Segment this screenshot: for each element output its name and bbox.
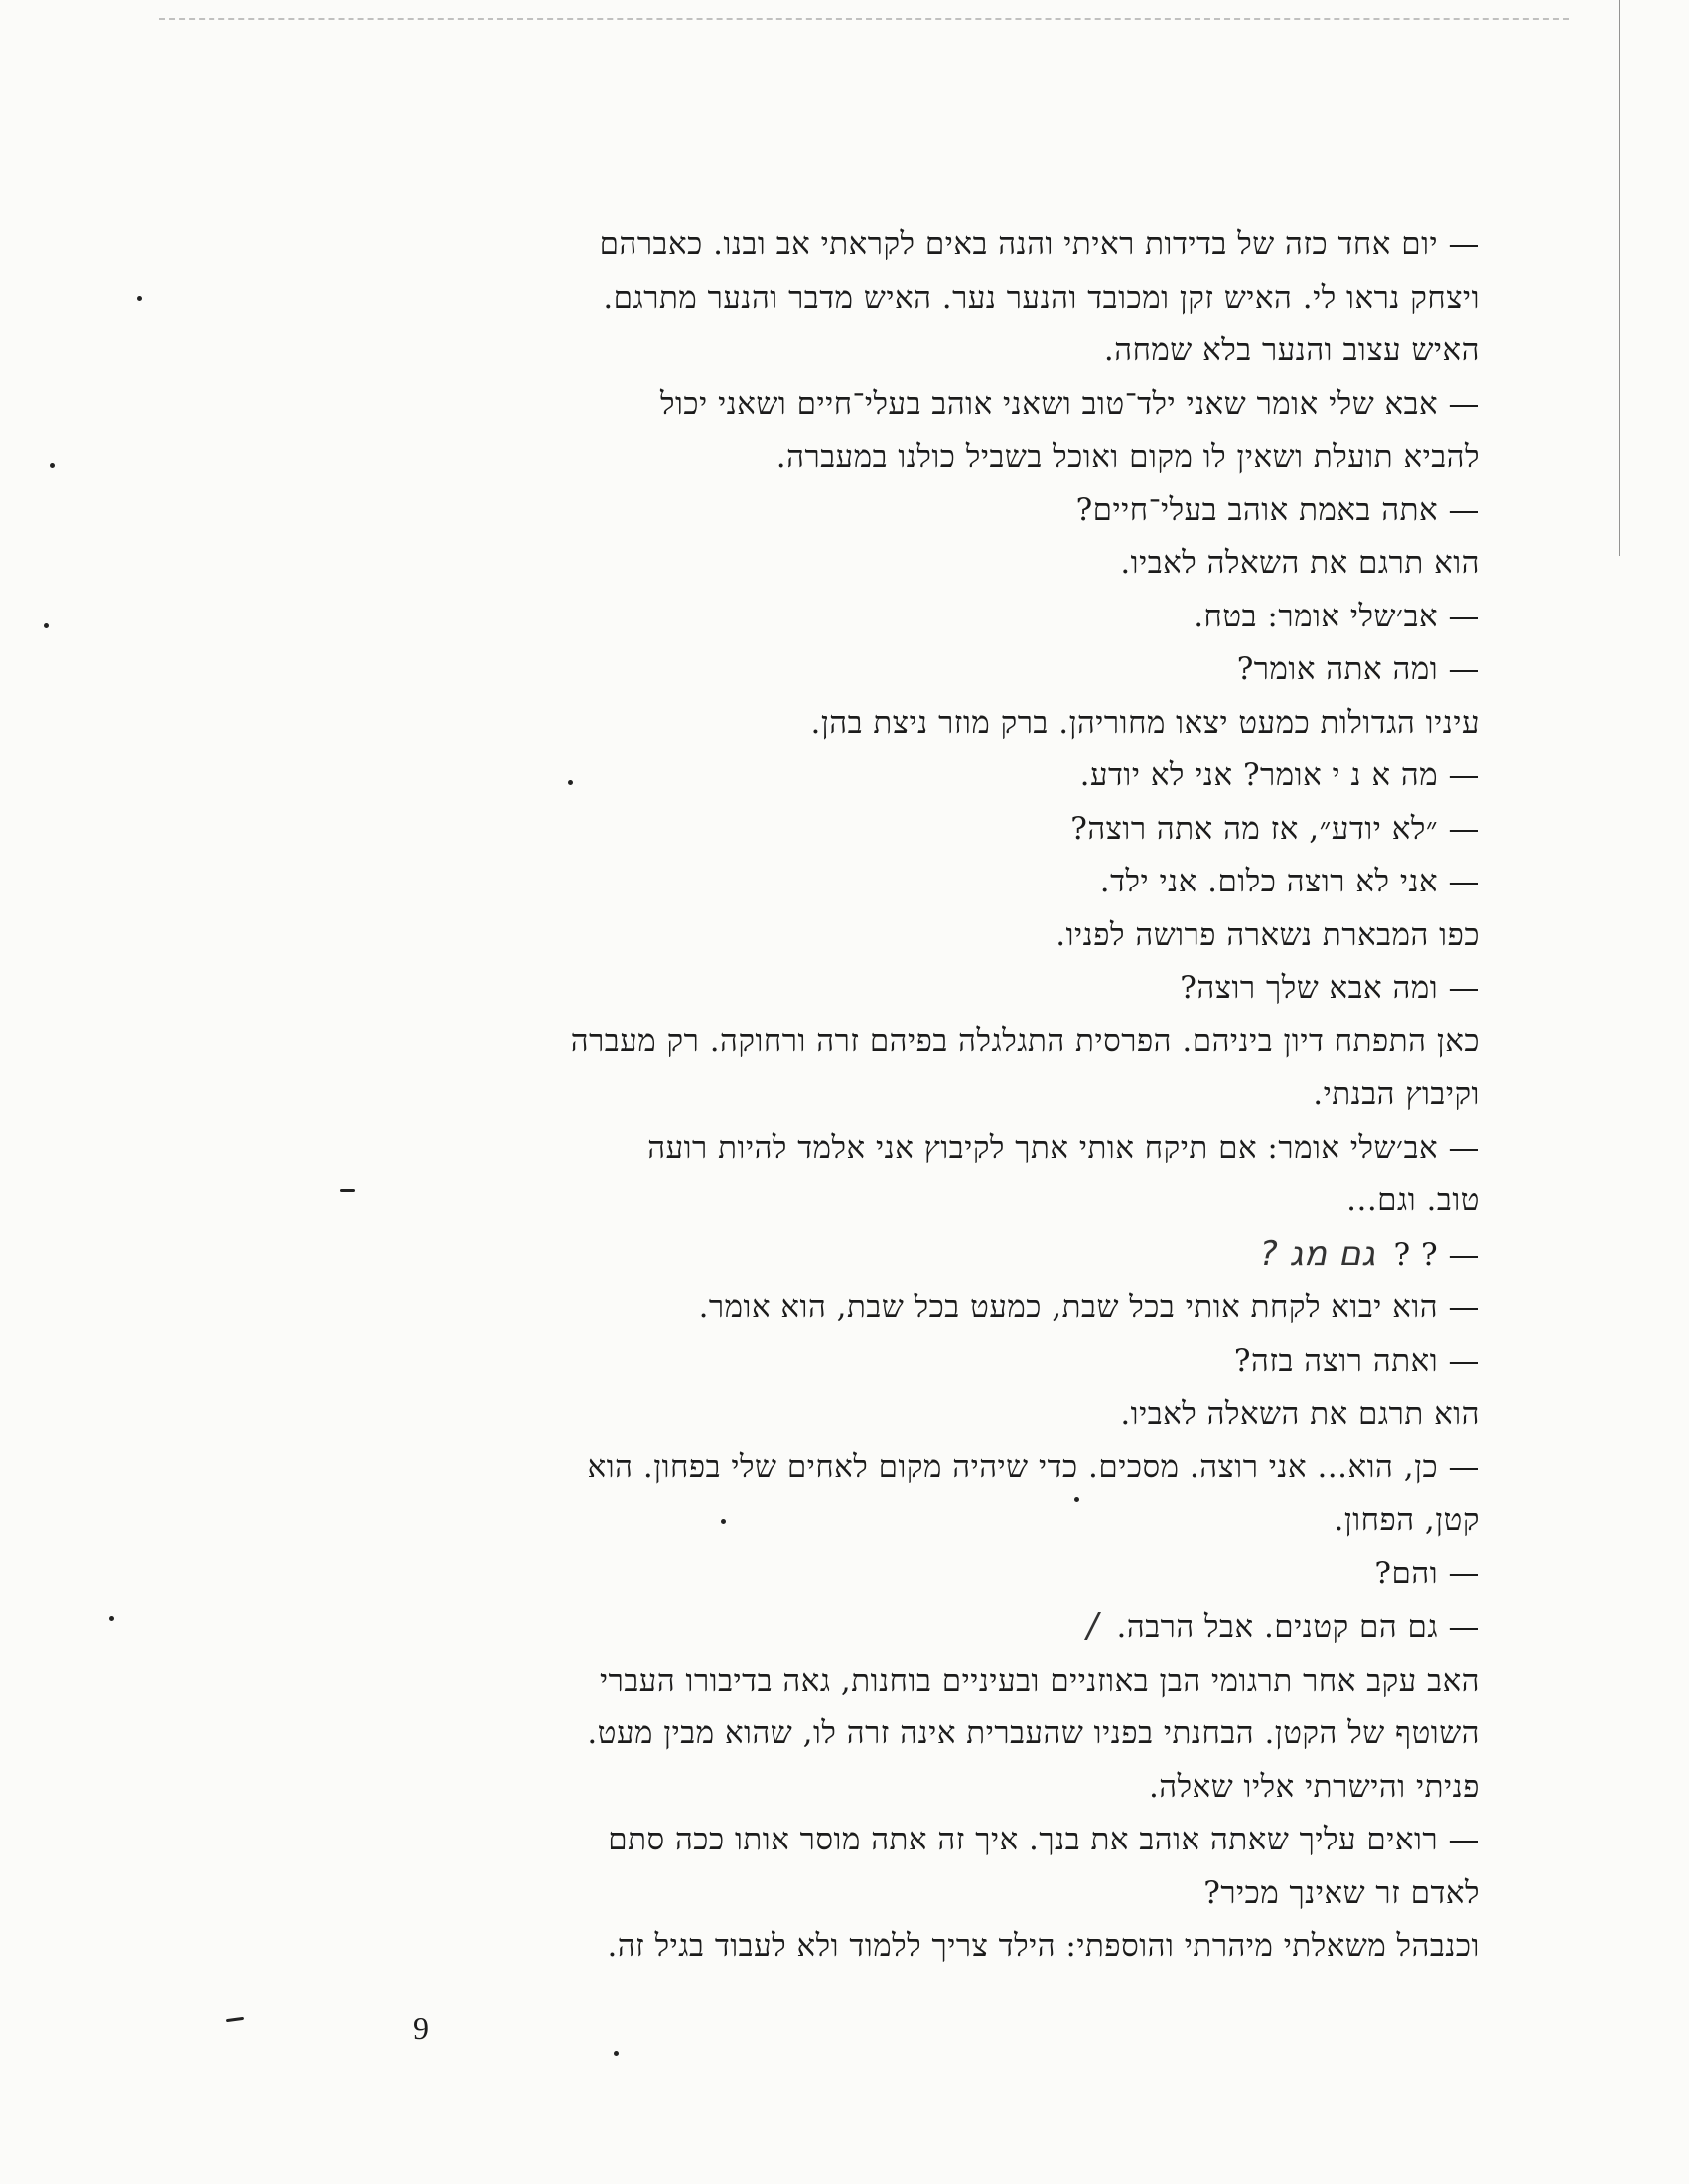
text-line: — אב׳שלי אומר: בטח. [1194,598,1479,634]
text-line: הוא תרגם את השאלה לאביו. [1120,545,1479,581]
text-line: — רואים עליך שאתה אוהב את בנך. איך זה אתה מוסר אותו ככה סתם [608,1822,1479,1857]
text-line: לאדם זר שאינך מכיר? [1203,1874,1479,1911]
text-line: קטן, הפחון. [1334,1502,1479,1538]
text-line: האב עקב אחר תרגומי הבן באוזניים ובעיניים בוחנות, גאה בדיבורו העברי [600,1662,1479,1699]
text-line: — כן, הוא... אני רוצה. מסכים. כדי שיהיה מקום לאחים שלי בפחון. הוא [587,1448,1479,1485]
text-line: — ? ? [1393,1236,1479,1273]
page-number: 9 [413,2010,429,2046]
text-line: כאן התפתח דיון ביניהם. הפרסית התגלגלה בפיהם זרה ורחוקה. רק מעברה [570,1023,1479,1059]
text-line: להביא תועלת ושאין לו מקום ואוכל בשביל כולנו במעברה. [775,439,1479,475]
text-line-with-note [377,1228,1479,1283]
text-line: — הוא יבוא לקחת אותי בכל שבת, כמעט בכל שבת, הוא אומר. [698,1290,1479,1325]
scan-speck [44,623,49,628]
text-line: כפו המבארת נשארה פרושה לפניו. [1056,916,1479,953]
text-line: — יום אחד כזה של בדידות ראיתי והנה באים לקראתי אב ובנו. כאברהם [599,226,1479,262]
text-line: הוא תרגם את השאלה לאביו. [1120,1396,1479,1432]
scan-mark [226,2017,244,2022]
text-line: וקיבוץ הבנתי. [1313,1076,1479,1112]
scan-speck [50,463,55,468]
scan-speck [137,296,142,301]
scan-mark [340,1189,355,1192]
text-line: — אב׳שלי אומר: אם תיקח אותי אתך לקיבוץ אני אלמד להיות רועה [647,1129,1479,1165]
text-line: — אתה באמת אוהב בעלי־חיים? [1075,491,1479,528]
handwritten-note: גם מג ? [1259,1233,1376,1274]
text-line-with-mark [377,1600,1479,1655]
text-line: — אבא שלי אומר שאני ילד־טוב ושאני אוהב בעלי־חיים ושאני יכול [660,385,1479,422]
text-line: — ומה אתה אומר? [1236,651,1479,687]
scan-edge-top [159,18,1569,20]
text-line: השוטף של הקטן. הבחנתי בפניו שהעברית אינה זרה לו, שהוא מבין מעט. [587,1715,1479,1751]
text-line: — ״לא יודע״, אז מה אתה רוצה? [1070,810,1479,847]
text-line: ויצחק נראו לי. האיש זקן ומכובד והנער נער. האיש מדבר והנער מתרגם. [603,279,1479,316]
text-line: וכנבהל משאלתי מיהרתי והוספתי: הילד צריך ללמוד ולא לעבוד בגיל זה. [607,1928,1479,1964]
text-line: — ואתה רוצה בזה? [1233,1342,1479,1379]
text-line: — מה א נ י אומר? אני לא יודע. [1079,757,1479,793]
text-line: — ומה אבא שלך רוצה? [1180,970,1479,1006]
text-line: — אני לא רוצה כלום. אני ילד. [1099,864,1479,899]
scan-speck [109,1616,114,1621]
page-body [377,218,1479,1974]
text-line: — גם הם קטנים. אבל הרבה. [1116,1609,1479,1645]
text-line: פניתי והישרתי אליו שאלה. [1148,1768,1479,1805]
text-line: עיניו הגדולות כמעט יצאו מחוריהן. ברק מוזר ניצת בהן. [810,704,1479,741]
text-line: טוב. וגם... [1346,1182,1479,1218]
scan-edge-right [1619,0,1620,556]
text-line: האיש עצוב והנער בלא שמחה. [1103,333,1479,368]
text-line: — והם? [1374,1555,1479,1591]
handwritten-slash: / [1086,1606,1099,1646]
scan-speck [614,2051,619,2056]
